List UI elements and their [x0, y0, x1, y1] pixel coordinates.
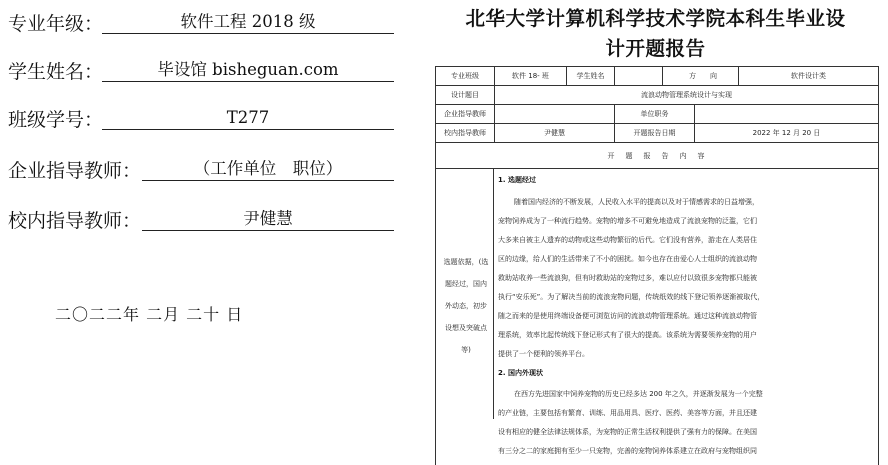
report-title [428, 4, 883, 64]
side-label-line: 等) [461, 346, 471, 354]
enterprise-advisor-label: 企业指导教师 [444, 110, 486, 118]
direction-value: 软件设计类 [738, 67, 878, 85]
enterprise-advisor-value [494, 105, 614, 123]
report-content [436, 169, 878, 455]
field-label: 企业指导教师： [8, 160, 142, 182]
field-label: 班级学号： [8, 109, 104, 131]
body-line: 提供了一个便利的领养平台。 [498, 350, 589, 358]
student-name-label: 学生姓名 [566, 67, 614, 85]
body-line: 执行“安乐死”。为了解决当前的流浪宠物问题，传统纸效的线下登记领养逐渐被取代， [498, 293, 765, 301]
body-line: 区的边缘，给人们的生活带来了不小的困扰。如今也存在由爱心人士组织的流浪动物 [498, 255, 757, 263]
major-class-label: 专业班级 [451, 72, 479, 80]
student-name-value [614, 67, 662, 85]
cover-page [0, 0, 410, 464]
side-label-line: 选题依据，(选 [443, 258, 489, 266]
position-value [694, 105, 878, 123]
body-line: 随之而来的是使用终端设备便可浏览访问的流浪动物管理系统。通过这种流浪动物管 [498, 312, 757, 320]
field-label: 校内指导教师： [8, 210, 142, 232]
report-page [418, 0, 888, 464]
body-line: 设有相应的健全法律法规体系，为宠物的正常生活权利提供了强有力的保障。在美国 [498, 428, 757, 436]
position-label: 单位职务 [614, 105, 694, 123]
report-date-value: 2022 年 12 月 20 日 [694, 124, 878, 142]
body-line: 理系统，效率比起传统线下登记形式有了很大的提高。该系统为需要领养宠物的用户 [498, 331, 757, 339]
body-line: 有三分之二的家庭拥有至少一只宠物，完善的宠物饲养体系建立在政府与宠物组织同 [498, 447, 757, 455]
section-heading: 1. 选题经过 [498, 176, 536, 184]
body-line: 在西方先进国家中饲养宠物的历史已经多达 200 年之久，并逐渐发展为一个完整 [514, 390, 763, 398]
field-label: 学生姓名： [8, 61, 104, 83]
body-line: 随着国内经济的不断发展，人民收入水平的提高以及对于情感需求的日益增强， [514, 198, 759, 206]
table-row [436, 67, 878, 86]
table-row [436, 143, 878, 169]
school-advisor-label: 校内指导教师 [444, 129, 486, 137]
direction-label: 方 向 [689, 72, 717, 80]
field-value: T277 [102, 99, 394, 130]
side-label-line: 题经过，国内 [445, 280, 487, 288]
body-line: 救助站收养一些流浪狗，但有时救助站的宠物过多，难以应付以致很多宠物都只能被 [498, 274, 757, 282]
table-row [436, 124, 878, 143]
field-value: 尹健慧 [142, 200, 394, 231]
field-student-name [8, 50, 339, 84]
field-label: 专业年级： [8, 13, 104, 35]
report-title-line2: 计开题报告 [605, 37, 706, 60]
field-value: 毕设馆 bisheguan.com [102, 51, 394, 82]
field-value: （工作单位 职位） [142, 150, 394, 181]
field-value: 软件工程 2018 级 [102, 3, 394, 34]
side-label-line: 设想及突破点 [445, 324, 487, 332]
body-line: 大多来自被主人遗弃的动物或这些动物繁衍的后代。它们没有营养，游走在人类居住 [498, 236, 757, 244]
table-row [436, 105, 878, 124]
content-header: 开 题 报 告 内 容 [607, 151, 707, 160]
side-label [436, 169, 494, 419]
cover-date: 二〇二二年 二月 二十 日 [55, 305, 244, 324]
school-advisor-value: 尹健慧 [494, 124, 614, 142]
topic-label: 设计题目 [451, 91, 479, 99]
side-label-line: 外动态，初步 [445, 302, 487, 310]
report-table [435, 66, 879, 465]
field-school-advisor [8, 199, 293, 233]
field-class-id [8, 98, 270, 132]
field-enterprise-advisor [8, 149, 343, 183]
body-line: 宠物饲养成为了一种流行趋势。宠物的增多不可避免地造成了流浪宠物的泛滥，它们 [498, 217, 757, 225]
report-title-line1: 北华大学计算机科学技术学院本科生毕业设 [465, 7, 846, 30]
table-row [436, 86, 878, 105]
field-major-grade [8, 2, 316, 36]
section-heading: 2. 国内外现状 [498, 369, 543, 377]
body-line: 的产业链，主要包括有繁育、训练、用品用具、医疗、医药、美容等方面，并且还建 [498, 409, 757, 417]
major-class-value: 软件 18- 班 [494, 67, 566, 85]
topic-value: 流浪动物管理系统设计与实现 [494, 86, 878, 104]
report-date-label: 开题报告日期 [614, 124, 694, 142]
